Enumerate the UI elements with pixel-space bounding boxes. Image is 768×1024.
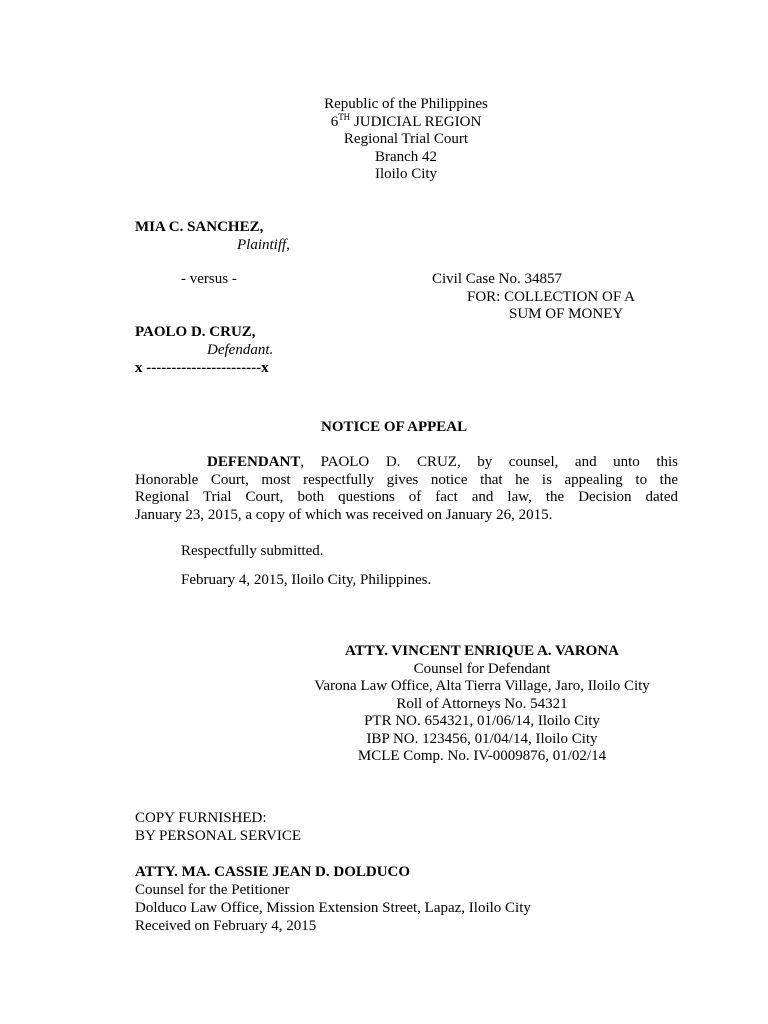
caption-divider: x -----------------------x <box>135 360 269 376</box>
ptr-number: PTR NO. 654321, 01/06/14, Iloilo City <box>364 713 600 729</box>
plaintiff-role: Plaintiff, <box>237 237 290 253</box>
mcle-number: MCLE Comp. No. IV-0009876, 01/02/14 <box>357 748 607 764</box>
region-number: 6 <box>330 113 339 130</box>
counsel-office: Varona Law Office, Alta Tierra Village, Jaro, Iloilo City <box>314 678 650 694</box>
defendant-role: Defendant. <box>207 342 274 358</box>
court-header <box>0 96 768 184</box>
date-and-place: February 4, 2015, Iloilo City, Philippines. <box>181 572 432 588</box>
republic-line: Republic of the Philippines <box>324 96 488 112</box>
region-text: JUDICIAL REGION <box>350 113 482 130</box>
body-line-4: January 23, 2015, a copy of which was received on January 26, 2015. <box>135 506 553 523</box>
respectfully-submitted: Respectfully submitted. <box>181 543 324 559</box>
defendant-name: PAOLO D. CRUZ, <box>135 324 256 340</box>
body-line-2: Honorable Court, most respectfully gives notice that he is appealing to the <box>135 471 678 488</box>
opposing-counsel-role: Counsel for the Petitioner <box>135 882 290 898</box>
city-line: Iloilo City <box>374 166 438 182</box>
ibp-number: IBP NO. 123456, 01/04/14, Iloilo City <box>366 730 598 747</box>
counsel-name: ATTY. VINCENT ENRIQUE A. VARONA <box>345 643 619 659</box>
roll-of-attorneys: Roll of Attorneys No. 54321 <box>396 695 568 712</box>
region-ordinal: TH <box>338 111 351 122</box>
plaintiff-name: MIA C. SANCHEZ, <box>135 219 264 235</box>
copy-furnished-label: COPY FURNISHED: <box>135 810 267 826</box>
body-line-3: Regional Trial Court, both questions of fact and law, the Decision dated <box>135 489 678 506</box>
judicial-region-line <box>0 111 768 132</box>
document-title: NOTICE OF APPEAL <box>321 419 468 435</box>
opposing-counsel-name: ATTY. MA. CASSIE JEAN D. DOLDUCO <box>135 864 411 880</box>
received-date: Received on February 4, 2015 <box>135 918 317 934</box>
counsel-role: Counsel for Defendant <box>413 660 551 677</box>
case-nature-line1: FOR: COLLECTION OF A <box>467 289 635 305</box>
body-line-1 <box>135 454 678 472</box>
body-paragraph <box>135 454 678 524</box>
opposing-counsel-office: Dolduco Law Office, Mission Extension Street, Lapaz, Iloilo City <box>135 900 531 916</box>
versus-label: - versus - <box>181 271 237 287</box>
case-nature-line2: SUM OF MONEY <box>509 306 624 322</box>
court-line: Regional Trial Court <box>343 131 469 147</box>
body-lead: DEFENDANT <box>207 454 301 470</box>
signature-block <box>0 643 768 766</box>
service-method: BY PERSONAL SERVICE <box>135 828 302 844</box>
body-line-1-text: , PAOLO D. CRUZ, by counsel, and unto this <box>300 454 678 470</box>
branch-line: Branch 42 <box>374 148 438 165</box>
case-number: Civil Case No. 34857 <box>432 271 562 287</box>
